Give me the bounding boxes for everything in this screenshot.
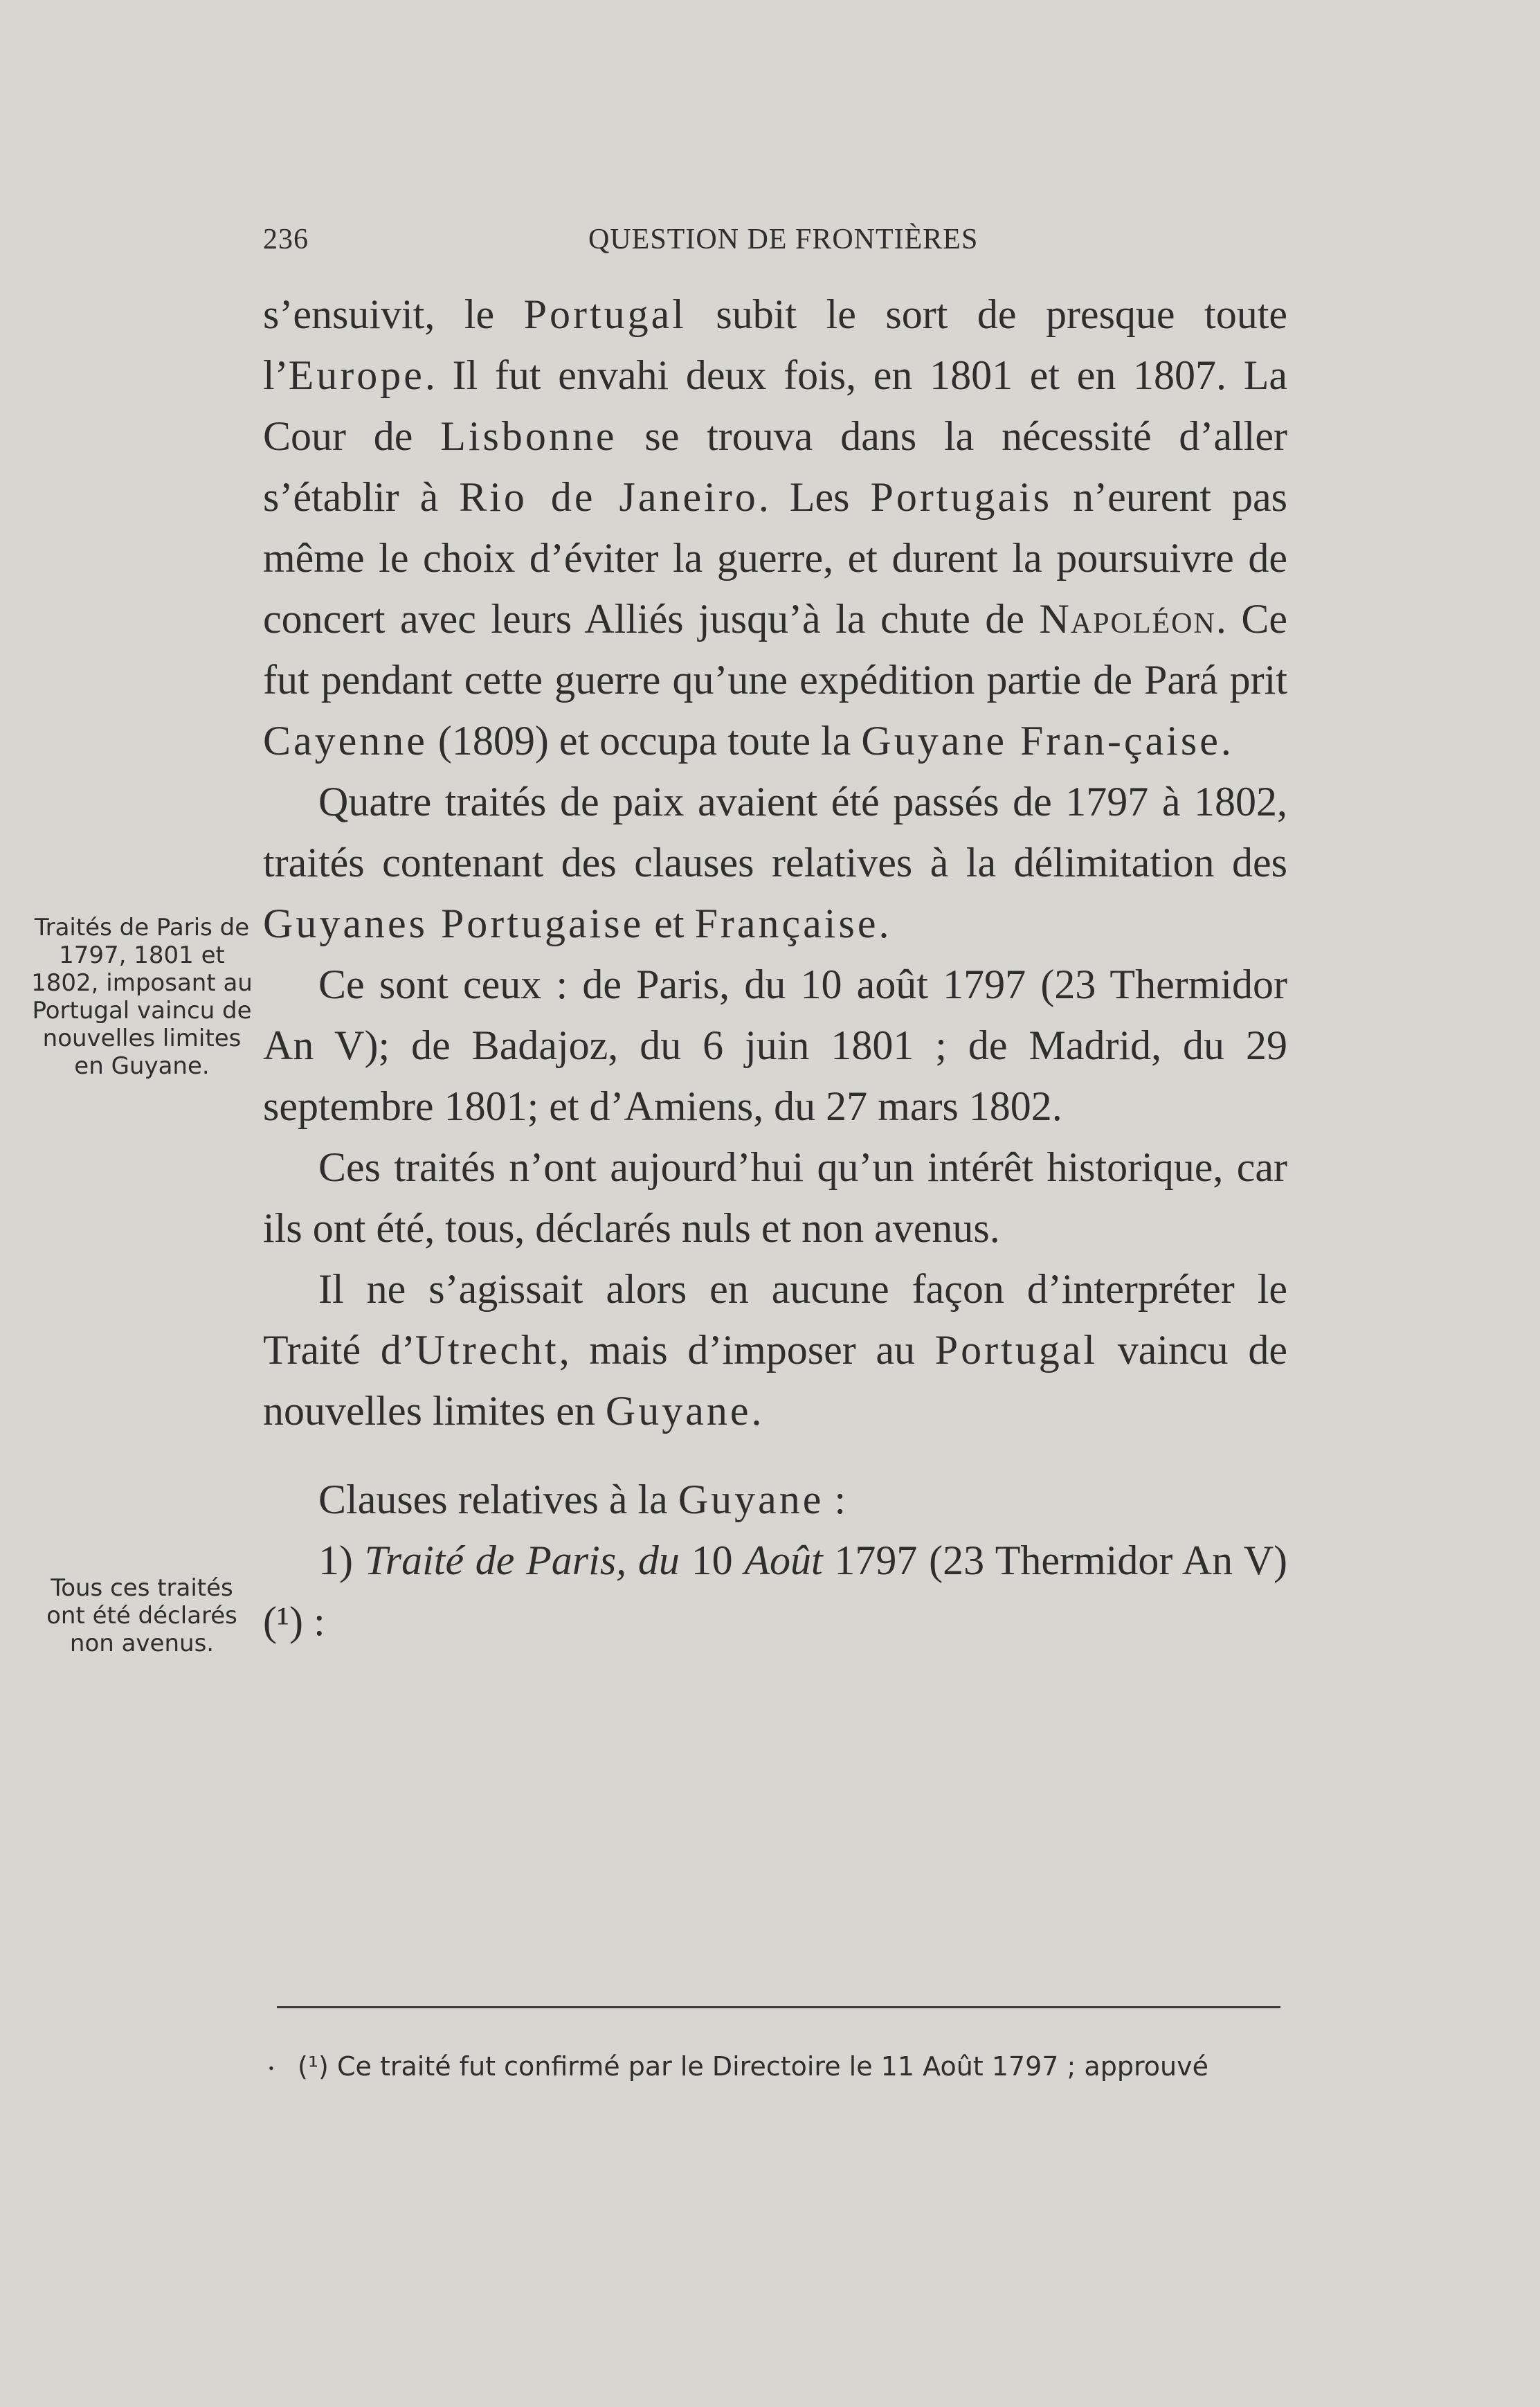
text-run: et [644, 901, 695, 946]
text-run: Napoléon [1039, 596, 1216, 642]
text-run: subit le sort de presque toute l’ [263, 291, 1287, 398]
text-run: . Ce fut pendant cette guerre qu’une expédition partie de Pará prit [263, 596, 1287, 703]
text-run: Utrecht [415, 1327, 559, 1373]
paragraph-6 [263, 1469, 1287, 1530]
text-run: Quatre traités de paix avaient été passés de 1797 à 1802, traités contenant des clauses relatives à la délimitation des [263, 779, 1287, 885]
text-run: Guyane [605, 1388, 752, 1434]
text-run-italic: Traité de Paris, du [364, 1538, 680, 1583]
footnote-text: Ce traité fut confirmé par le Directoire le 11 Août 1797 ; approuvé [328, 2051, 1208, 2082]
paragraph-4: Ces traités n’ont aujourd’hui qu’un intérêt historique, car ils ont été, tous, déclarés nuls et non avenus. [263, 1144, 1287, 1251]
stray-dot: • [269, 2059, 274, 2077]
paragraph-2 [263, 771, 1287, 954]
text-run: 1797 (23 Thermidor An V) (¹) : [263, 1538, 1288, 1644]
page-number: 236 [263, 224, 309, 255]
text-run: Française [694, 901, 879, 946]
text-run: Clauses relatives à la [318, 1477, 678, 1522]
text-run: Rio de Janeiro [459, 474, 759, 520]
text-run: se trouva dans la nécessité d’aller s’établir à [263, 413, 1287, 520]
main-text [263, 284, 1287, 1652]
paragraph-3: Ce sont ceux : de Paris, du 10 août 1797 (23 Thermidor An V); de Badajoz, du 6 juin 1801 ; de Madrid, du 29 septembre 1801; et d’Amiens, du 27 mars 1802. [263, 962, 1287, 1129]
text-run: Portugal [934, 1327, 1098, 1373]
text-run: Portugal [523, 291, 687, 337]
footnote [298, 2049, 1301, 2084]
text-run: . [1220, 718, 1231, 764]
text-run: : [824, 1477, 846, 1522]
text-run: . [751, 1388, 762, 1434]
text-run: , mais d’imposer au [559, 1327, 935, 1373]
paragraph-7 [263, 1530, 1287, 1652]
text-run: Europe [288, 352, 425, 398]
text-run: vaincu de nouvelles limites en [263, 1327, 1288, 1434]
running-title: QUESTION DE FRONTIÈRES [588, 224, 979, 255]
text-run: Cayenne [263, 718, 428, 764]
text-run: Guyane [678, 1477, 824, 1522]
paragraph-5 [263, 1259, 1287, 1441]
text-run: 10 [679, 1538, 745, 1583]
footnote-marker: (¹) [298, 2051, 329, 2082]
text-run: Guyane Fran-çaise [861, 718, 1221, 764]
footnote-divider [277, 2006, 1280, 2008]
text-run: s’ensuivit, le [263, 291, 524, 337]
text-run: (1809) et occupa toute la [427, 718, 862, 764]
text-run: . Il fut envahi deux fois, en 1801 et en 1807. La Cour de [263, 352, 1287, 459]
margin-note-treaties: Traités de Paris de 1797, 1801 et 1802, imposant au Portugal vaincu de nouvelles limites en Guyane. [31, 914, 253, 1080]
page-header [263, 223, 1280, 264]
margin-note-void: Tous ces traités ont été déclarés non avenus. [46, 1574, 237, 1657]
paragraph-1 [263, 284, 1287, 771]
text-run: Portugais [870, 474, 1053, 520]
text-run: . [878, 901, 889, 946]
text-run: Il ne s’agissait alors en aucune façon d’interpréter le Traité d’ [263, 1266, 1287, 1373]
text-run: n’eurent pas même le choix d’éviter la guerre, et durent la poursuivre de concert avec leurs Alliés jusqu’à la chute de [263, 474, 1287, 642]
text-run-italic: Août [744, 1538, 823, 1583]
text-run: Lisbonne [440, 413, 617, 459]
text-run: 1) [318, 1538, 365, 1583]
text-run: Guyanes Portugaise [263, 901, 644, 946]
text-run: . Les [758, 474, 871, 520]
